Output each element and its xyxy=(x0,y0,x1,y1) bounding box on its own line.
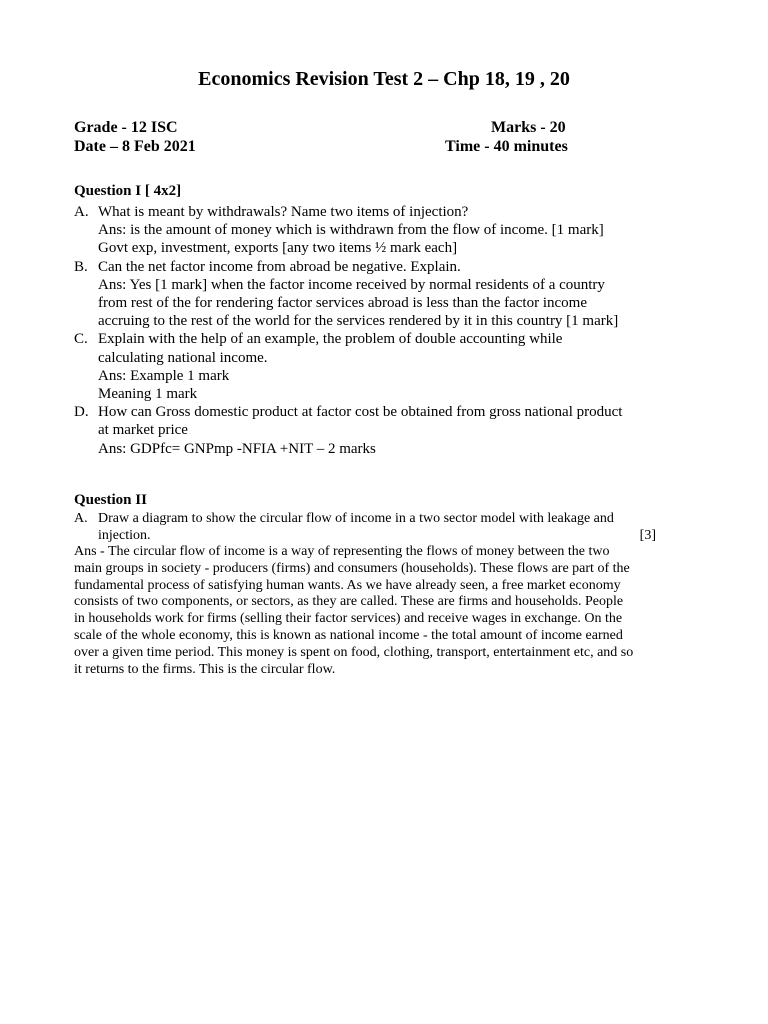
time-label: Time - 40 minutes xyxy=(445,138,568,155)
item-line: accruing to the rest of the world for the services rendered by it in this country [1 mark] xyxy=(98,313,619,330)
answer-line: over a given time period. This money is spent on food, clothing, transport, entertainment etc, and so xyxy=(74,644,634,660)
item-line: Ans: Yes [1 mark] when the factor income received by normal residents of a country xyxy=(98,276,605,293)
item-marks: [3] xyxy=(639,528,656,543)
question-2-heading: Question II xyxy=(74,492,147,508)
item-letter: A. xyxy=(74,511,88,526)
header-left xyxy=(74,118,196,156)
question-item-a xyxy=(74,510,694,544)
item-letter: D. xyxy=(74,404,89,421)
item-line: injection. xyxy=(98,528,151,543)
item-line: calculating national income. xyxy=(98,349,268,366)
marks-label: Marks - 20 xyxy=(491,119,566,136)
item-line: Govt exp, investment, exports [any two items ½ mark each] xyxy=(98,240,458,257)
item-line: Draw a diagram to show the circular flow of income in a two sector model with leakage and xyxy=(98,511,614,526)
item-line: from rest of the for rendering factor services abroad is less than the factor income xyxy=(98,295,587,312)
question-1-heading: Question I [ 4x2] xyxy=(74,183,182,199)
answer-line: consists of two components, or sectors, as they are called. These are firms and households. People xyxy=(74,594,624,610)
grade-label: Grade - 12 ISC xyxy=(74,119,178,136)
question-item-c xyxy=(74,330,694,403)
item-line: What is meant by withdrawals? Name two items of injection? xyxy=(98,204,469,220)
answer-line: fundamental process of satisfying human wants. As we have already seen, a free market economy xyxy=(74,577,621,593)
answer-line: main groups in society - producers (firms) and consumers (households). These flows are part of the xyxy=(74,560,630,576)
answer-line: scale of the whole economy, this is known as national income - the total amount of income earned xyxy=(74,627,623,643)
header-right xyxy=(445,118,568,156)
item-line: Ans: Example 1 mark xyxy=(98,367,230,384)
item-line: How can Gross domestic product at factor cost be obtained from gross national product xyxy=(98,404,623,421)
question-item-a xyxy=(74,203,694,258)
item-line: Can the net factor income from abroad be negative. Explain. xyxy=(98,258,461,275)
item-letter: B. xyxy=(74,258,88,275)
item-letter: A. xyxy=(74,204,89,220)
item-line: Ans: GDPfc= GNPmp -NFIA +NIT – 2 marks xyxy=(98,440,376,457)
item-line: Meaning 1 mark xyxy=(98,386,198,403)
item-line: Ans: is the amount of money which is withdrawn from the flow of income. [1 mark] xyxy=(98,222,604,239)
item-line: Explain with the help of an example, the problem of double accounting while xyxy=(98,331,563,348)
item-line-with-marks xyxy=(98,527,694,544)
answer-line: Ans - The circular flow of income is a way of representing the flows of money between the two xyxy=(74,544,610,559)
question-item-b xyxy=(74,258,694,331)
question-2-answer xyxy=(74,544,696,678)
question-1-list xyxy=(74,203,694,458)
answer-line: it returns to the firms. This is the circular flow. xyxy=(74,661,336,677)
item-line: at market price xyxy=(98,422,188,439)
date-label: Date – 8 Feb 2021 xyxy=(74,138,196,155)
question-item-d xyxy=(74,403,694,458)
item-letter: C. xyxy=(74,331,88,348)
document-title: Economics Revision Test 2 – Chp 18, 19 , 20 xyxy=(198,68,570,90)
question-2-list xyxy=(74,510,694,544)
answer-line: in households work for firms (selling their factor services) and receive wages in exchange. On the xyxy=(74,611,623,627)
